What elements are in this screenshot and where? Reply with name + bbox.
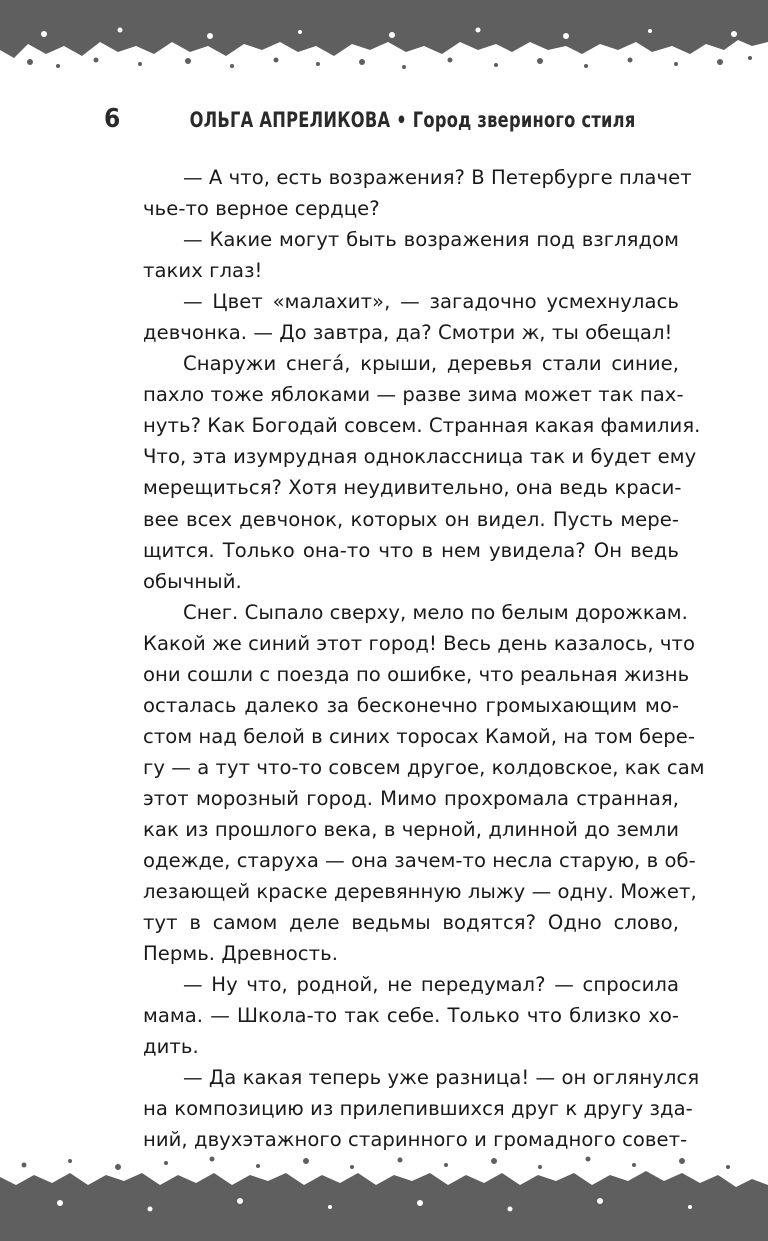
text-line: чье-то верное сердце? bbox=[143, 197, 380, 221]
text-line: пахло тоже яблоками — разве зима может так пах- bbox=[143, 383, 684, 407]
author-name: ОЛЬГА АПРЕЛИКОВА bbox=[190, 108, 391, 132]
text-line: — Какие могут быть возражения под взглядом bbox=[183, 228, 679, 252]
running-header bbox=[104, 104, 636, 140]
text-line: тут в самом деле ведьмы водятся? Одно слово, bbox=[143, 911, 679, 935]
top-decorative-band bbox=[0, 0, 768, 84]
text-line: вее всех девчонок, которых он видел. Пусть мере- bbox=[143, 507, 679, 531]
text-line: ний, двухэтажного старинного и громадного совет- bbox=[143, 1128, 688, 1152]
text-line: осталась далеко за бесконечно громыхающим мо- bbox=[143, 693, 679, 717]
text-line: дить. bbox=[143, 1035, 199, 1059]
text-line: обычный. bbox=[143, 569, 242, 593]
text-line: на композицию из прилепившихся друг к другу зда- bbox=[143, 1097, 693, 1121]
bottom-decorative-band bbox=[0, 1145, 768, 1241]
text-line: мерещиться? Хотя неудивительно, она ведь краси- bbox=[143, 476, 682, 500]
text-line: этот морозный город. Мимо прохромала странная, bbox=[143, 786, 679, 810]
text-line: девчонка. — До завтра, да? Смотри ж, ты обещал! bbox=[143, 321, 673, 345]
text-line: — А что, есть возражения? В Петербурге плачет bbox=[183, 166, 692, 189]
text-line: нуть? Как Богодай совсем. Странная какая фамилия. bbox=[143, 414, 701, 438]
paragraph bbox=[143, 1062, 700, 1155]
running-head-title bbox=[190, 108, 636, 132]
paragraph bbox=[143, 224, 679, 286]
text-line: Снаружи снегá, крыши, деревья стали синие, bbox=[183, 352, 679, 376]
paragraph bbox=[143, 348, 701, 596]
text-line: стом над белой в синих торосах Камой, на том бере- bbox=[143, 724, 696, 748]
paragraph bbox=[143, 597, 705, 970]
paragraph bbox=[143, 969, 679, 1062]
text-line: Какой же синий этот город! Весь день казалось, что bbox=[143, 631, 696, 655]
body-text bbox=[143, 162, 705, 1156]
paragraph bbox=[143, 286, 679, 348]
text-line: мама. — Школа-то так себе. Только что близко хо- bbox=[143, 1004, 679, 1028]
text-line: они сошли с поезда по ошибке, что реальная жизнь bbox=[143, 662, 690, 686]
book-title: Город звериного стиля bbox=[413, 108, 636, 132]
text-line: одежде, старуха — она зачем-то несла старую, в об- bbox=[143, 849, 696, 873]
text-line: — Цвет «малахит», — загадочно усмехнулась bbox=[183, 290, 679, 314]
paragraph bbox=[143, 162, 692, 224]
text-line: таких глаз! bbox=[143, 259, 263, 283]
text-line: — Да какая теперь уже разница! — он оглянулся bbox=[183, 1066, 700, 1090]
text-line: лезающей краске деревянную лыжу — одну. Может, bbox=[143, 880, 697, 904]
page-number: 6 bbox=[104, 104, 121, 134]
separator-bullet: • bbox=[396, 108, 408, 132]
text-line: Что, эта изумрудная одноклассница так и будет ему bbox=[143, 445, 697, 469]
text-line: Снег. Сыпало сверху, мело по белым дорожкам. bbox=[183, 600, 688, 624]
text-line: как из прошлого века, в черной, длинной до земли bbox=[143, 817, 679, 841]
text-line: щится. Только она-то что в нем увидела? Он ведь bbox=[143, 538, 679, 562]
text-line: Пермь. Древность. bbox=[143, 942, 338, 966]
text-line: гу — а тут что-то совсем другое, колдовское, как сам bbox=[143, 755, 705, 779]
text-line: — Ну что, родной, не передумал? — спросила bbox=[183, 973, 679, 997]
